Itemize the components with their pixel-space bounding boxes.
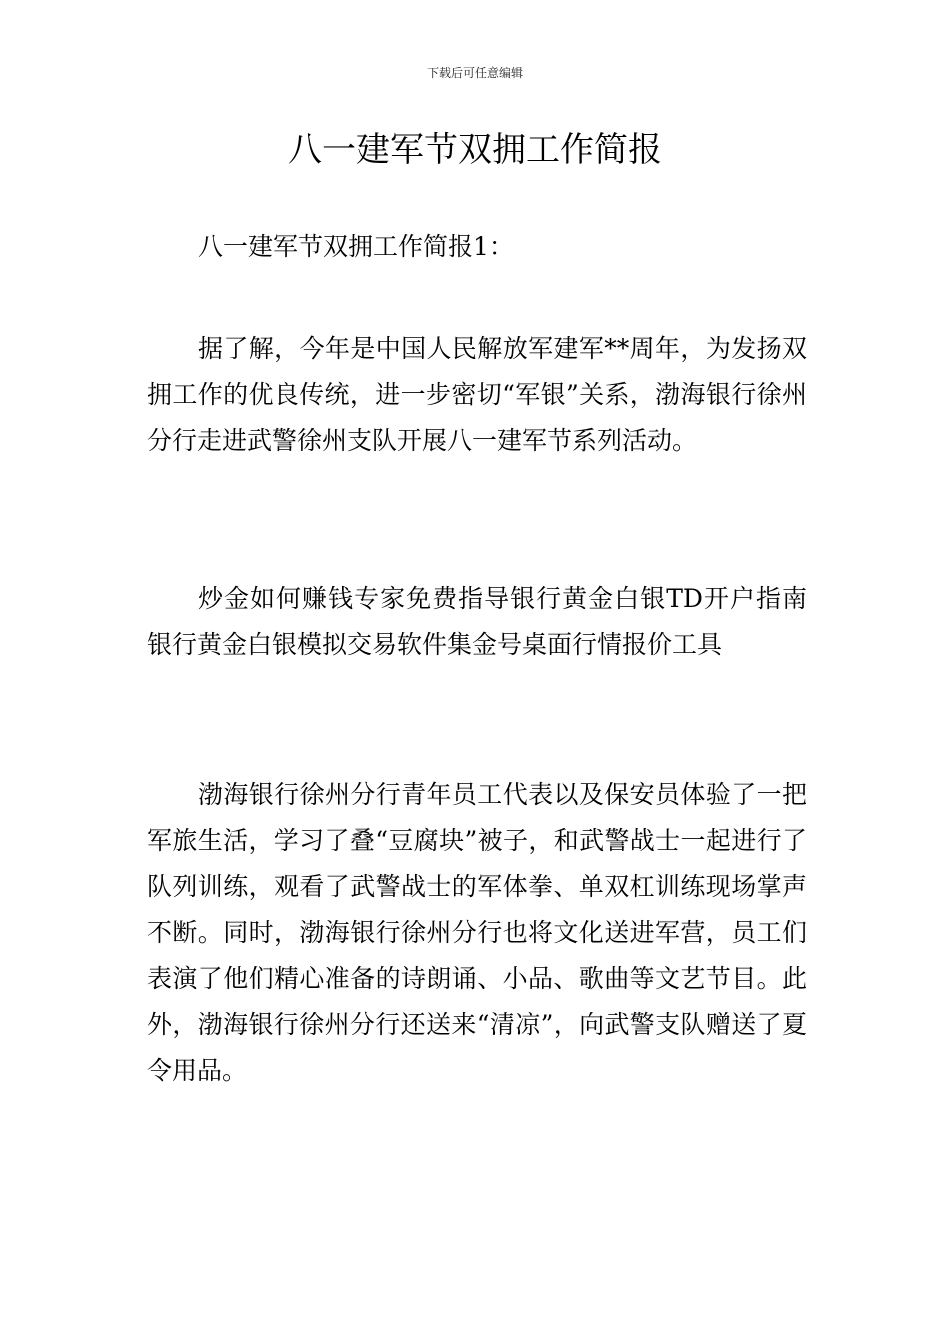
activities-paragraph: 渤海银行徐州分行青年员工代表以及保安员体验了一把军旅生活，学习了叠“豆腐块”被子，和武警战士一起进行了队列训练，观看了武警战士的军体拳、单双杠训练现场掌声不断。同时，渤海银行徐州分行也将文化送进军营，员工们表演了他们精心准备的诗朗诵、小品、歌曲等文艺节目。此外，渤海银行徐州分行还送来“清凉”，向武警支队赠送了夏令用品。 [147, 780, 807, 1085]
section-subtitle: 八一建军节双拥工作简报1： [198, 232, 514, 261]
document-title: 八一建军节双拥工作简报 [288, 130, 662, 170]
ad-paragraph: 炒金如何赚钱专家免费指导银行黄金白银TD开户指南银行黄金白银模拟交易软件集金号桌面行情报价工具 [147, 584, 807, 659]
intro-paragraph: 据了解，今年是中国人民解放军建军**周年，为发扬双拥工作的优良传统，进一步密切“军银”关系，渤海银行徐州分行走进武警徐州支队开展八一建军节系列活动。 [147, 334, 807, 455]
header-note: 下载后可任意编辑 [426, 66, 523, 80]
